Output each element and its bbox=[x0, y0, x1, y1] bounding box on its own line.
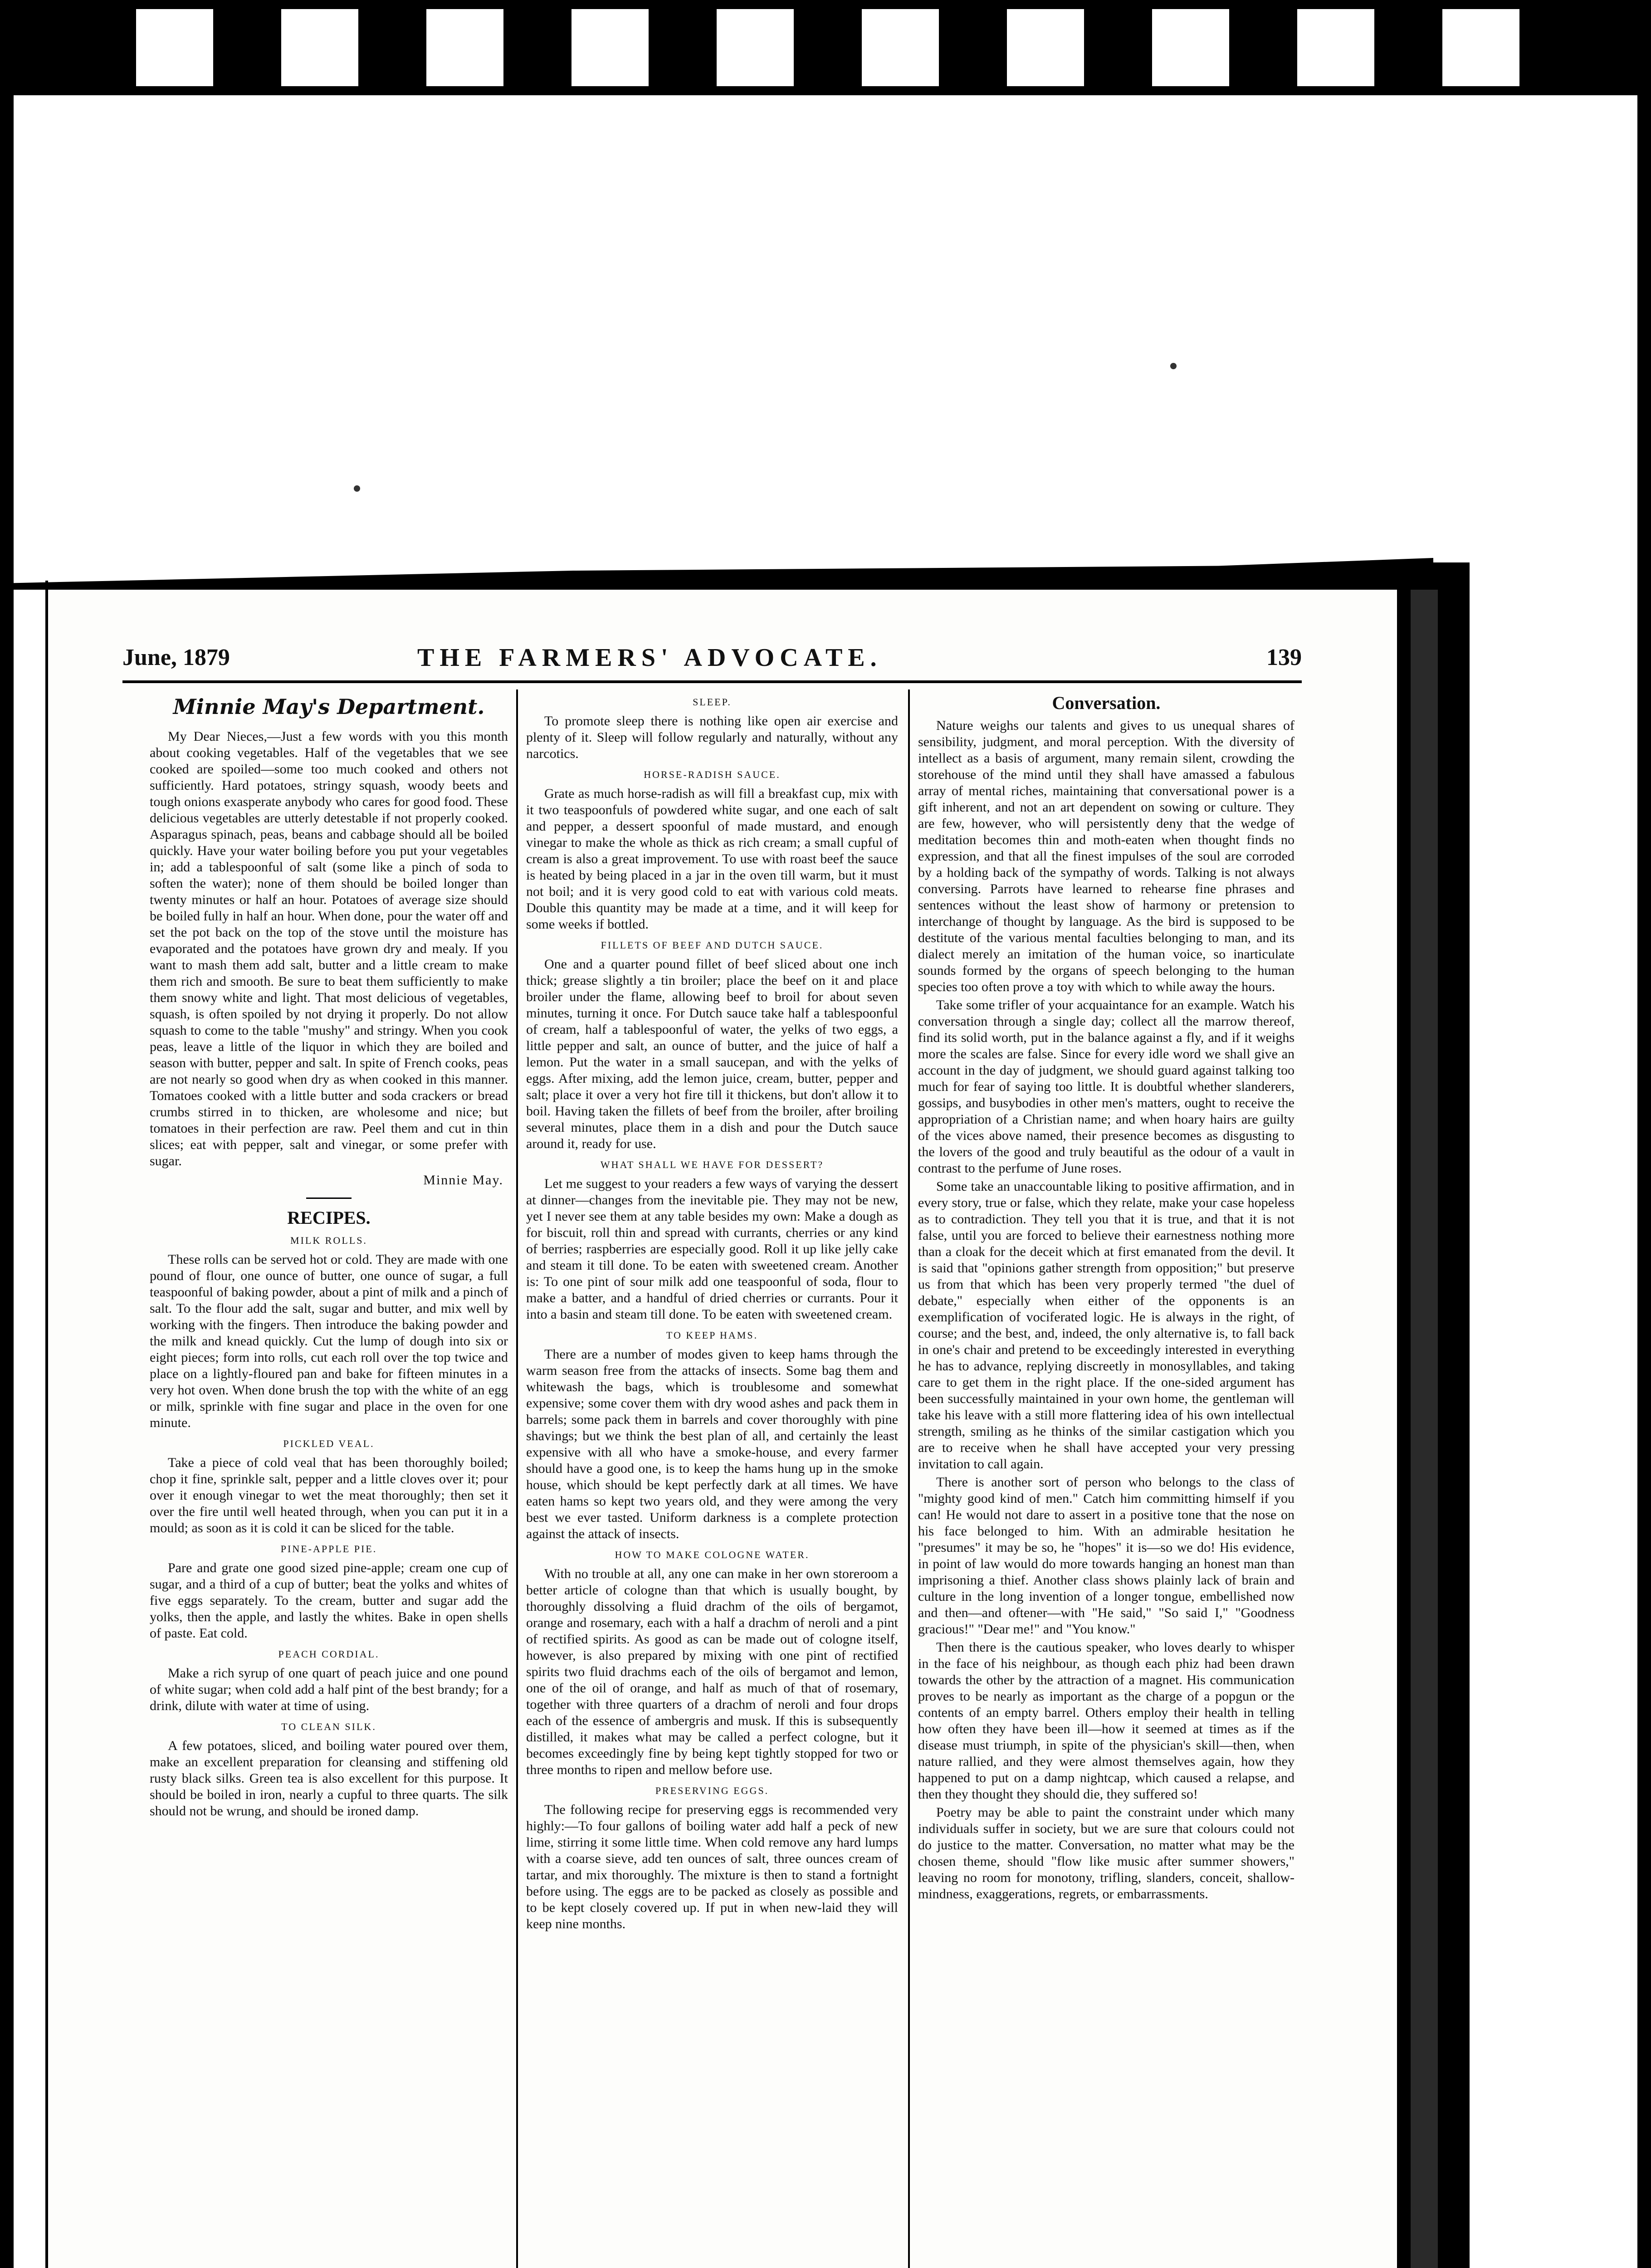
sprocket-hole bbox=[1007, 9, 1084, 86]
dust-speck bbox=[1170, 363, 1177, 369]
section-text: To promote sleep there is nothing like open air exercise and plenty of it. Sleep will follow regularly and naturally, without any narcotics. bbox=[526, 714, 898, 761]
dust-speck bbox=[354, 485, 360, 492]
recipe-text: Take a piece of cold veal that has been thoroughly boiled; chop it fine, sprinkle salt, pepper and a little cloves over it; pour over it enough vinegar to wet the meat thoroughly; then set it over the fire until well heated through, when you can put it in a mould; as soon as it is cold it can be sliced for the table. bbox=[150, 1455, 508, 1535]
conversation-title: Conversation. bbox=[1052, 693, 1161, 713]
section-text: The following recipe for preserving eggs is recommended very highly:—To four gallons of boiling water add half a peck of new lime, stirring it some little time. When cold remove any hard lumps with a coarse sieve, add ten ounces of salt, three ounces cream of tartar, and mix thoroughly. The mixture is then to stand a fortnight before using. The eggs are to be packed as closely as possible and to be kept closely covered up. If put in when new-laid they will keep nine months. bbox=[526, 1802, 898, 1931]
section-heading: TO KEEP HAMS. bbox=[666, 1330, 758, 1341]
sprocket-hole bbox=[136, 9, 213, 86]
conversation-paragraph: Nature weighs our talents and gives to us unequal shares of sensibility, judgment, and moral perception. With the diversity of intellect as a basis of argument, many remain silent, crowding the storehouse of the mind until they shall have amassed a fabulous array of mental riches, maintaining that conversational power is a gift inherent, and not an art dependent on sowing or culture. They are few, however, who will persistently deny that the wedge of meditation becomes thin and moth-eaten when thought finds no expression, and that all the finest impulses of the soul are corroded by a holding back of the sympathy of words. Talking is not always conversing. Parrots have learned to rehearse fine phrases and sentences without the least show of harmony or pretension to interchange of thought by language. As the bird is supposed to be destitute of the various mental faculties belonging to man, and its dialect merely an imitation of the human voice, so inarticulate sounds formed by the organs of speech belonging to the human species too often prove a toy with which to while away the hours. bbox=[918, 718, 1294, 994]
signature: Minnie May. bbox=[423, 1173, 503, 1188]
recipe-heading: PINE-APPLE PIE. bbox=[280, 1543, 377, 1554]
conversation-paragraph: Then there is the cautious speaker, who loves dearly to whisper in the face of his neighbour, as though each phiz had been drawn towards the other by the attraction of a magnet. His communication proves to be nearly as important as the charge of a popgun or the contents of an empty barrel. Others employ their health in telling how often they have been ill—how it seemed at times as if the disease must triumph, in spite of the physician's skill—then, when nature rallied, and they were almost themselves again, how they happened to put on a damp nightcap, which caused a relapse, and then they thought they should die, they suffered so! bbox=[918, 1640, 1294, 1802]
column-2 bbox=[526, 689, 898, 1934]
column-divider bbox=[908, 689, 910, 2268]
recipe-heading: PICKLED VEAL. bbox=[283, 1438, 375, 1449]
recipe-heading: MILK ROLLS. bbox=[290, 1235, 367, 1246]
film-edge-left bbox=[0, 0, 14, 2268]
section-text: There are a number of modes given to keep hams through the warm season free from the attacks of insects. Some bag them and whitewash the bags, which is troublesome and somewhat expensive; some cover them with dry wood ashes and pack them in barrels; some pack them in barrels and cover thoroughly with pine shavings; but we think the best plan of all, and certainly the least expensive with all who have a smoke-house, and every farmer should have a good one, is to keep the hams hung up in the smoke house, which should be kept perfectly dark at all times. We have eaten hams so kept two years old, and they were among the very best we ever tasted. Uniform darkness is a complete protection against the attack of insects. bbox=[526, 1347, 898, 1541]
recipes-title: RECIPES. bbox=[287, 1207, 371, 1228]
letter-paragraph: My Dear Nieces,—Just a few words with you this month about cooking vegetables. Half of the vegetables that we see cooked are spoiled—some too much cooked and others not sufficiently. Hard potatoes, stringy squash, woody beets and tough onions exasperate anybody who cares for good food. These delicious vegetables are utterly detestable if not properly cooked. Asparagus spinach, peas, beans and cabbage should all be boiled quickly. Have your water boiling before you put your vegetables in; add a tablespoonful of salt (some like a pinch of soda to soften the water); none of them should be boiled longer than twenty minutes or half an hour. Potatoes of average size should be boiled fully in half an hour. When done, pour the water off and set the pot back on the top of the stove until the moisture has evaporated and the potatoes have grown dry and mealy. If you want to mash them add salt, butter and a little cream to make them rich and smooth. Be sure to beat them sufficiently to make them snowy white and light. That most delicious of vegetables, squash, is often spoiled by not drying it properly. Do not allow squash to come to the table "mushy" and stringy. When you cook peas, leave a little of the liquor in which they are boiled and season with butter, pepper and salt. In spite of French cooks, peas are not nearly so good when dry as when cooked in this manner. Tomatoes cooked with a little butter and soda crackers or bread crumbs stirred in to thicken, are wholesome and nice; but tomatoes in their perfection are raw. Peel them and cut in thin slices; eat with pepper, salt and vinegar, or some prefer with sugar. bbox=[150, 729, 508, 1168]
section-heading: FILLETS OF BEEF AND DUTCH SAUCE. bbox=[601, 939, 824, 951]
section-heading: PRESERVING EGGS. bbox=[655, 1785, 769, 1796]
header-rule bbox=[122, 680, 1302, 683]
film-edge-right bbox=[1637, 0, 1651, 2268]
recipe-heading: PEACH CORDIAL. bbox=[278, 1648, 380, 1660]
page-top-edge bbox=[0, 558, 1433, 590]
column-3 bbox=[918, 689, 1294, 1904]
recipe-text: These rolls can be served hot or cold. They are made with one pound of flour, one ounce of butter, one ounce of sugar, a full teaspoonful of baking powder, about a pint of milk and a pinch of salt. To the flour add the salt, sugar and butter, and mix well by working with the fingers. Then introduce the baking powder and the milk and knead quickly. Cut the lump of dough into six or eight pieces; form into rolls, cut each roll over the top twice and place on a lightly-floured pan and bake for fifteen minutes in a very hot oven. When done brush the top with the white of an egg or milk, sprinkle with fine sugar and place in the oven for one minute. bbox=[150, 1252, 508, 1430]
recipe-text: A few potatoes, sliced, and boiling water poured over them, make an excellent preparation for cleansing and stiffening old rusty black silks. Green tea is also excellent for this purpose. It should be boiled in iron, nearly a cupful to three quarts. The silk should not be wrung, and should be ironed damp. bbox=[150, 1738, 508, 1818]
sprocket-hole bbox=[1297, 9, 1374, 86]
section-heading: SLEEP. bbox=[693, 696, 732, 708]
conversation-paragraph: There is another sort of person who belongs to the class of "mighty good kind of men." Catch him committing himself if you can! He would not dare to assert in a positive tone that the nose on his face belonged to him. With an admirable hesitation he "presumes" it may be so, he "hopes" it is—so we do! His evidence, in point of law would do more towards hanging an honest man than imprisoning a thief. Another class shows plainly lack of brain and culture in the long invention of a longer tongue, embellished now and then—and oftener—with "He said," "So said I," "Goodness gracious!" "Dear me!" and "You know." bbox=[918, 1475, 1294, 1637]
section-rule bbox=[306, 1198, 352, 1199]
conversation-paragraph: Take some trifler of your acquaintance for an example. Watch his conversation through a single day; collect all the marrow thereof, find its solid worth, put in the balance against a fly, and if it weighs more the scales are false. Since for every idle word we shall give an account in the day of judgment, we should guard against talking too much for fear of saying too little. It is doubtful whether slanderers, gossips, and busybodies in other men's matters, ought to receive the appropriation of a Christian name; and when hoary hairs are guilty of the vices above named, their presence becomes as disgusting to the lovers of the good and truly beautiful as the odour of a vault in contrast to the perfume of June roses. bbox=[918, 997, 1294, 1176]
recipe-text: Pare and grate one good sized pine-apple; cream one cup of sugar, and a third of a cup of butter; beat the yolks and whites of five eggs separately. To the cream, butter and sugar add the yolks, then the apple, and lastly the whites. Bake in open shells of paste. Eat cold. bbox=[150, 1560, 508, 1641]
sprocket-hole bbox=[717, 9, 794, 86]
section-text: Grate as much horse-radish as will fill a breakfast cup, mix with it two teaspoonfuls of powdered white sugar, and one each of salt and pepper, a dessert spoonful of made mustard, and enough vinegar to make the whole as thick as rich cream; a small cupful of cream is also a great improvement. To use with roast beef the sauce is heated by being placed in a jar in the oven till warm, but it must not boil; and it is very good cold to eat with various cold meats. Double this quantity may be made at a time, and it will keep for some weeks if bottled. bbox=[526, 786, 898, 932]
column-divider bbox=[516, 689, 518, 2268]
film-strip-top bbox=[0, 0, 1651, 95]
sprocket-hole bbox=[1442, 9, 1519, 86]
sprocket-hole bbox=[862, 9, 939, 86]
page-binding-shadow bbox=[1411, 590, 1438, 2268]
page-number: 139 bbox=[1266, 645, 1302, 670]
section-heading: HOW TO MAKE COLOGNE WATER. bbox=[615, 1549, 810, 1560]
section-text: Let me suggest to your readers a few ways of varying the dessert at dinner—changes from the inevitable pie. They may not be new, yet I never see them at any table besides my own: Make a dough as for biscuit, roll thin and spread with currants, cherries or any kind of berries; raspberries are especially good. Roll it up like jelly cake and steam it till done. To be eaten with sweetened cream. Another is: To one pint of sour milk add one teaspoonful of soda, flour to make a batter, and a handful of dried cherries or currants. Pour it into a basin and steam till done. To be eaten with sweetened cream. bbox=[526, 1176, 898, 1322]
conversation-paragraph: Some take an unaccountable liking to positive affirmation, and in every story, true or false, which they relate, make your case hopeless as to contradiction. They tell you that it is true, and that it is not false, until you are forced to believe their earnestness nothing more than a cloak for the deceit which at first emanated from the devil. It is said that "opinions gather strength from opposition;" but preserve us from that which has been very properly termed "the duel of debate," especially when either of the opponents is an exemplification of vociferated logic. He is always in the right, of course; and the best, and, indeed, the only alternative is, to fall back in one's chair and pretend to be exceedingly interested in everything he has to advance, replying discreetly in monosyllables, and taking care to get them in the right place. If the one-sided argument has been successfully maintained in your own home, the gentleman will take his leave with a still more flattering idea of his own intellectual strength, smiling as he thinks of the similar castigation which you are to receive when he shall have accepted your very pressing invitation to call again. bbox=[918, 1179, 1294, 1471]
column-1 bbox=[150, 689, 508, 1821]
department-title: Minnie May's Department. bbox=[173, 694, 485, 719]
recipe-heading: TO CLEAN SILK. bbox=[281, 1721, 376, 1732]
section-text: One and a quarter pound fillet of beef sliced about one inch thick; grease slightly a tin broiler; place the beef on it and place broiler under the flame, allowing beef to broil for about seven minutes, turning it once. For Dutch sauce take half a tablespoonful of cream, half a tablespoonful of water, the yelks of two eggs, a little pepper and salt, an ounce of butter, and the juice of half a lemon. Put the water in a small saucepan, and with the yelks of eggs. After mixing, add the lemon juice, cream, butter, pepper and salt; place it over a very hot fire till it thickens, but don't allow it to boil. Having taken the fillets of beef from the broiler, after broiling several minutes, place them in a dish and pour the Dutch sauce around it, ready for use. bbox=[526, 957, 898, 1151]
section-heading: WHAT SHALL WE HAVE FOR DESSERT? bbox=[600, 1159, 824, 1170]
section-text: With no trouble at all, any one can make in her own storeroom a better article of cologne than that which is usually bought, by thoroughly dissolving a fluid drachm of the oils of bergamot, orange and rosemary, each with a half a drachm of neroli and a pint of rectified spirits. As good as can be made out of cologne itself, however, is also prepared by mixing with one pint of rectified spirits two fluid drachms each of the oils of bergamot and lemon, one of the oil of orange, and half as much of that of rosemary, together with three quarters of a drachm of neroli and four drops each of the essence of ambergris and musk. If this is subsequently distilled, it makes what may be called a perfect cologne, but it becomes exceedingly fine by being kept tightly stopped for two or three months to ripen and mellow before use. bbox=[526, 1566, 898, 1777]
conversation-paragraph: Poetry may be able to paint the constraint under which many individuals suffer in society, but we are sure that colours could not do justice to the matter. Conversation, no matter what may be the chosen theme, should "flow like music after summer showers," leaving no room for monotony, trifling, slanders, conceit, shallow-mindness, exaggerations, regrets, or embarrassments. bbox=[918, 1805, 1294, 1901]
sprocket-hole bbox=[572, 9, 649, 86]
page-header bbox=[122, 644, 1302, 676]
recipe-text: Make a rich syrup of one quart of peach juice and one pound of white sugar; when cold add a half pint of the best brandy; for a drink, dilute with water at time of using. bbox=[150, 1666, 508, 1713]
sprocket-hole bbox=[1152, 9, 1229, 86]
masthead: THE FARMERS' ADVOCATE. bbox=[417, 644, 882, 672]
issue-date: June, 1879 bbox=[122, 645, 230, 670]
section-heading: HORSE-RADISH SAUCE. bbox=[644, 769, 781, 780]
sprocket-hole bbox=[426, 9, 503, 86]
sprocket-hole bbox=[281, 9, 358, 86]
